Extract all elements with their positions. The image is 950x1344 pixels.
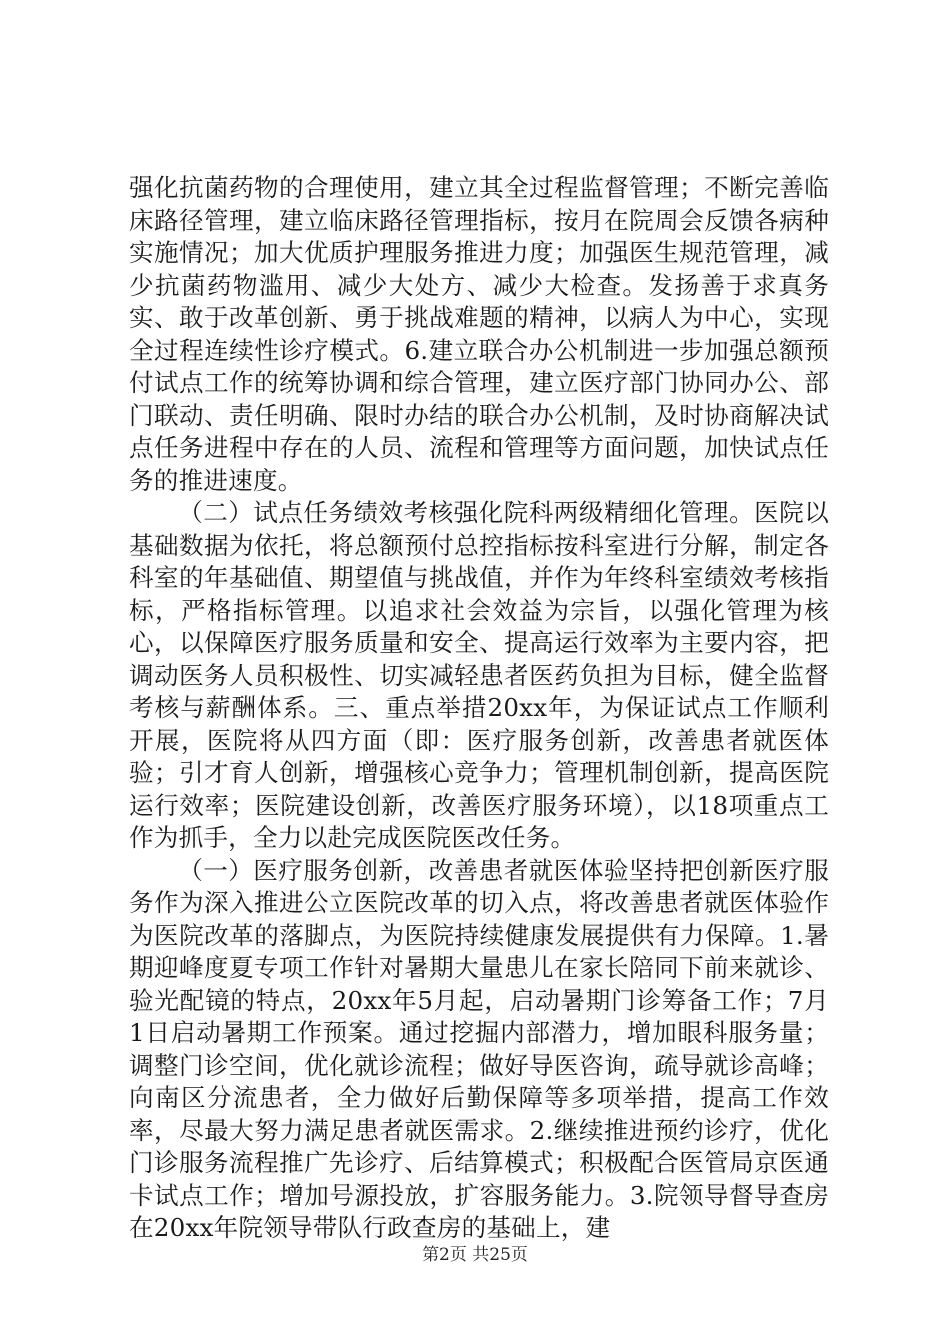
paragraph-1: 强化抗菌药物的合理使用，建立其全过程监督管理；不断完善临床路径管理，建立临床路径管理指标，按月在院周会反馈各病种实施情况；加大优质护理服务推进力度；加强医生规范管理，减少抗菌药物滥用、减少大处方、减少大检查。发扬善于求真务实、敢于改革创新、勇于挑战难题的精神，以病人为中心，实现全过程连续性诊疗模式。6.建立联合办公机制进一步加强总额预付试点工作的统筹协调和综合管理，建立医疗部门协同办公、部门联动、责任明确、限时办结的联合办公机制，及时协商解决试点任务进程中存在的人员、流程和管理等方面问题，加快试点任务的推进速度。 — [129, 173, 829, 495]
page-footer: 第2页 共25页 — [422, 1245, 528, 1265]
body-text — [129, 172, 829, 1245]
paragraph-2: （二）试点任务绩效考核强化院科两级精细化管理。医院以基础数据为依托，将总额预付总控指标按科室进行分解，制定各科室的年基础值、期望值与挑战值，并作为年终科室绩效考核指标，严格指标管理。以追求社会效益为宗旨，以强化管理为核心，以保障医疗服务质量和安全、提高运行效率为主要内容，把调动医务人员积极性、切实减轻患者医药负担为目标，健全监督考核与薪酬体系。三、重点举措20xx年，为保证试点工作顺利开展，医院将从四方面（即：医疗服务创新，改善患者就医体验；引才育人创新，增强核心竞争力；管理机制创新，提高医院运行效率；医院建设创新，改善医疗服务环境），以18项重点工作为抓手，全力以赴完成医院医改任务。 — [129, 498, 829, 852]
paragraph-3: （一）医疗服务创新，改善患者就医体验坚持把创新医疗服务作为深入推进公立医院改革的切入点，将改善患者就医体验作为医院改革的落脚点，为医院持续健康发展提供有力保障。1.暑期迎峰度夏专项工作针对暑期大量患儿在家长陪同下前来就诊、验光配镜的特点，20xx年5月起，启动暑期门诊筹备工作；7月1日启动暑期工作预案。通过挖掘内部潜力，增加眼科服务量；调整门诊空间，优化就诊流程；做好导医咨询，疏导就诊高峰；向南区分流患者，全力做好后勤保障等多项举措，提高工作效率，尽最大努力满足患者就医需求。2.继续推进预约诊疗，优化门诊服务流程推广先诊疗、后结算模式；积极配合医管局京医通卡试点工作；增加号源投放，扩容服务能力。3.院领导督导查房在20xx年院领导带队行政查房的基础上，建 — [129, 855, 829, 1242]
